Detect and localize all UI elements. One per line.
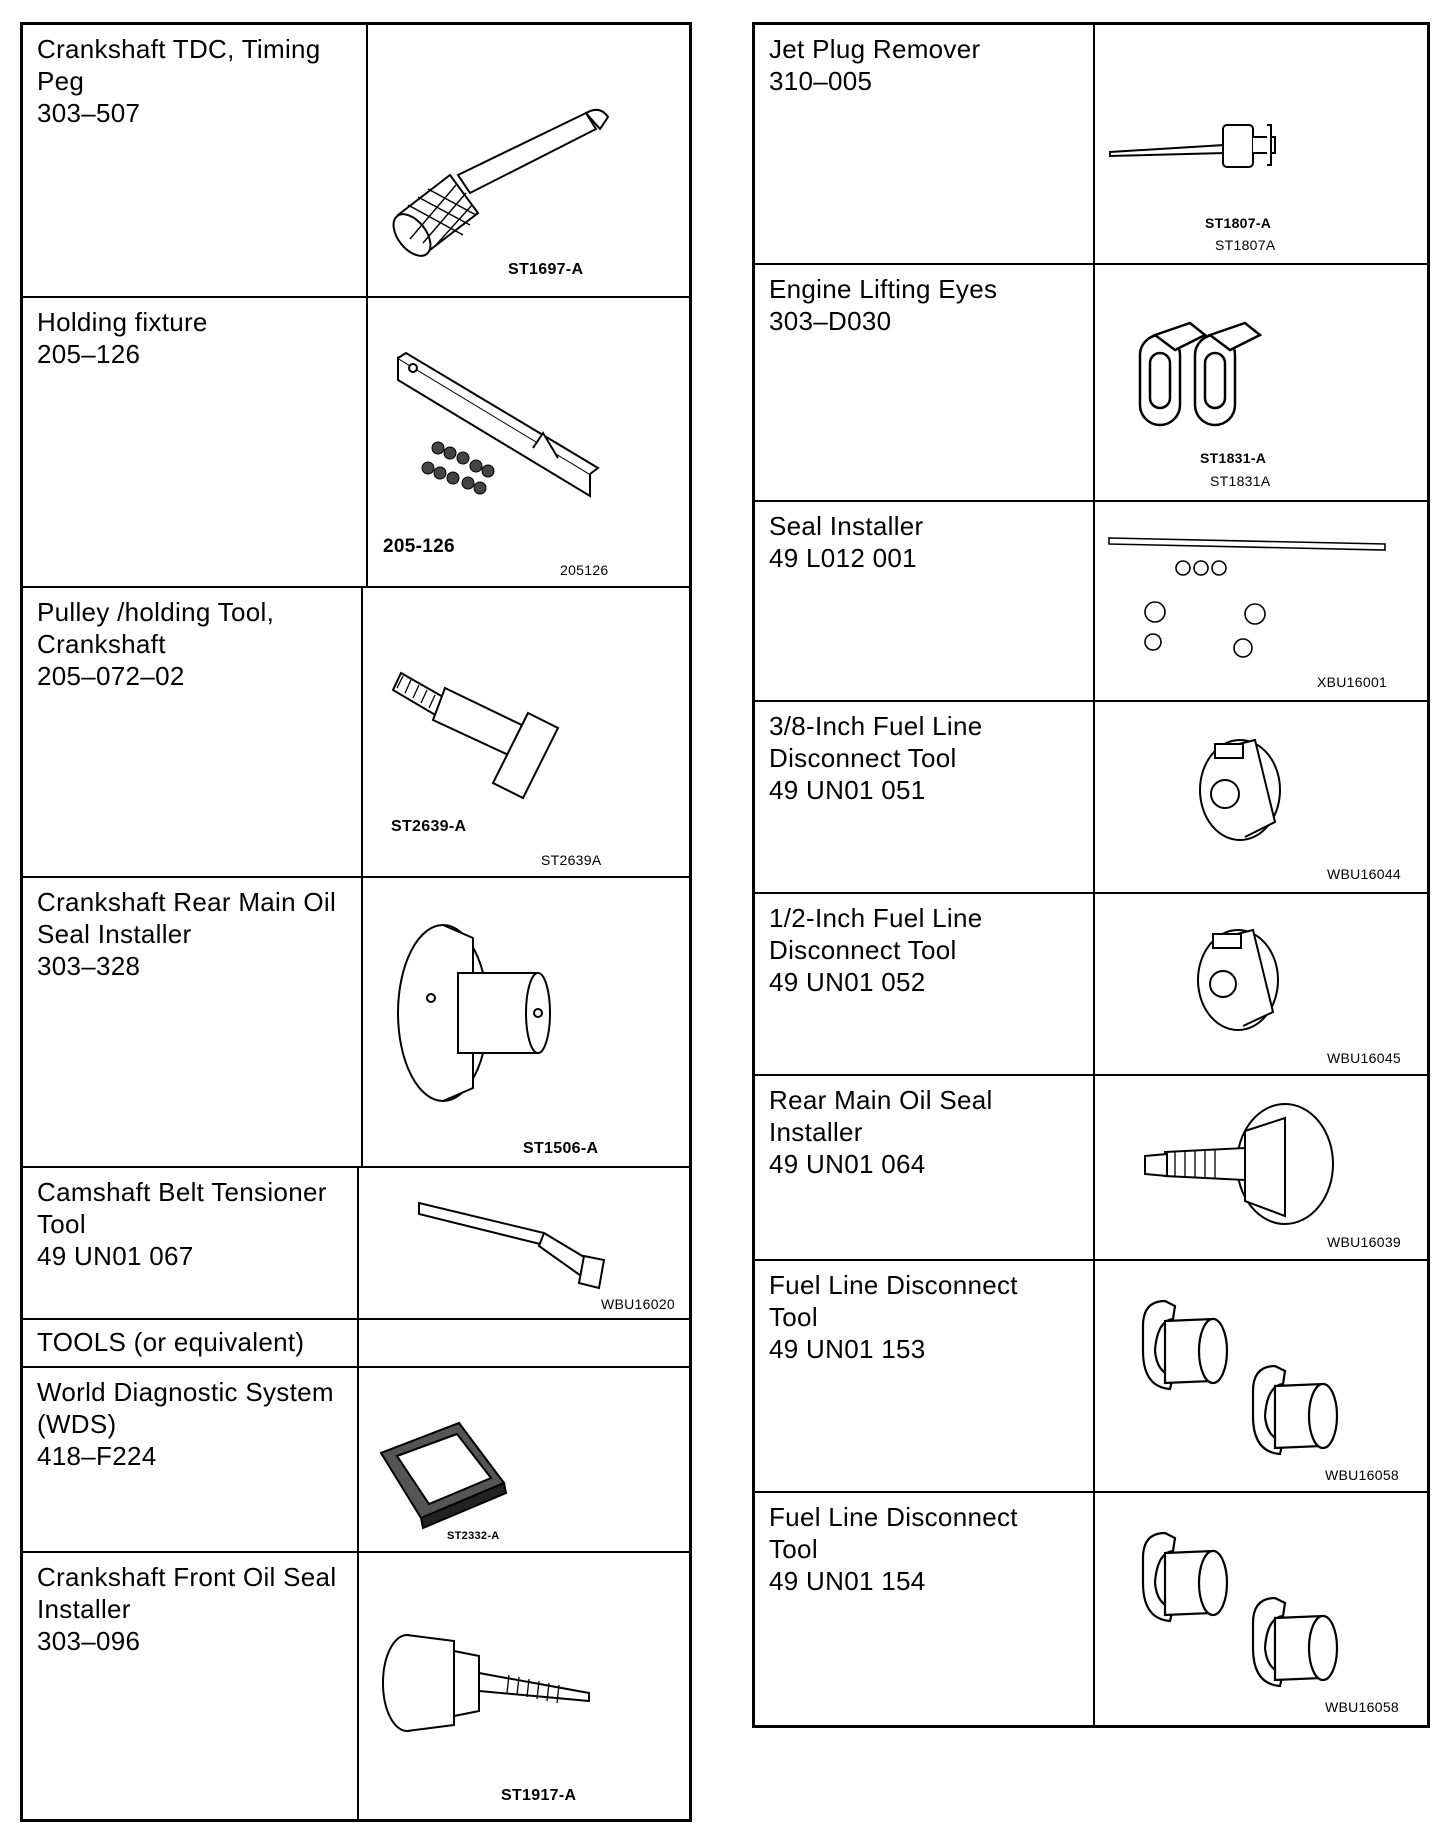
tool-title: 3/8-Inch Fuel Line Disconnect Tool	[769, 711, 983, 773]
tool-title: Jet Plug Remover	[769, 34, 981, 64]
tool-row-crankshaft-front-oil-seal-installer	[23, 1553, 689, 1819]
tool-title: Crankshaft Rear Main Oil Seal Installer	[37, 887, 337, 949]
tool-row-world-diagnostic-system	[23, 1368, 689, 1553]
tool-description	[23, 298, 368, 586]
fuel-line-tool-3-8-drawing	[1095, 702, 1429, 892]
tool-illustration	[1095, 1076, 1427, 1259]
tool-title: World Diagnostic System (WDS)	[37, 1377, 334, 1439]
tool-illustration	[1095, 502, 1427, 700]
tool-title: Fuel Line Disconnect Tool	[769, 1502, 1018, 1564]
tool-title: Crankshaft TDC, Timing Peg	[37, 34, 321, 96]
tool-row-fuel-line-disconnect-tool-154	[755, 1493, 1427, 1725]
tool-number: 310–005	[769, 66, 873, 96]
tool-illustration	[359, 1168, 689, 1318]
tool-description	[23, 878, 363, 1166]
tool-reference: WBU16058	[1325, 1467, 1399, 1483]
tools-heading-cell	[23, 1320, 359, 1366]
tool-illustration	[1095, 1261, 1427, 1491]
tool-title: Pulley /holding Tool, Crankshaft	[37, 597, 275, 659]
tool-row-crankshaft-tdc-timing-peg	[23, 25, 689, 298]
tool-caption: 205-126	[383, 536, 455, 557]
tool-caption: ST1831-A	[1200, 450, 1267, 466]
tool-row-seal-installer	[755, 502, 1427, 702]
tool-row-holding-fixture	[23, 298, 689, 588]
tool-description	[23, 588, 363, 876]
tool-description	[23, 1168, 359, 1318]
tool-number: 49 L012 001	[769, 543, 917, 573]
tool-illustration	[368, 25, 689, 296]
tool-row-rear-main-oil-seal-installer	[23, 878, 689, 1168]
tool-illustration	[363, 588, 689, 876]
tool-number: 303–D030	[769, 306, 892, 336]
tool-row-3-8-inch-fuel-line-disconnect-tool	[755, 702, 1427, 894]
tool-reference: WBU16044	[1327, 866, 1401, 882]
tools-heading: TOOLS (or equivalent)	[37, 1327, 305, 1357]
tool-caption: ST1697-A	[508, 261, 584, 278]
tool-row-fuel-line-disconnect-tool-153	[755, 1261, 1427, 1493]
tool-row-1-2-inch-fuel-line-disconnect-tool	[755, 894, 1427, 1076]
tool-reference: WBU16058	[1325, 1699, 1399, 1715]
tool-title: 1/2-Inch Fuel Line Disconnect Tool	[769, 903, 983, 965]
tool-number: 303–507	[37, 98, 141, 128]
tool-title: Seal Installer	[769, 511, 924, 541]
tool-title: Engine Lifting Eyes	[769, 274, 998, 304]
fuel-line-tool-1-2-drawing	[1095, 894, 1429, 1074]
tool-row-engine-lifting-eyes	[755, 265, 1427, 502]
tool-description	[755, 25, 1095, 263]
tool-illustration	[368, 298, 689, 586]
tool-number: 49 UN01 064	[769, 1149, 926, 1179]
tool-number: 49 UN01 052	[769, 967, 926, 997]
tool-caption: ST1506-A	[523, 1140, 599, 1157]
tool-title: Rear Main Oil Seal Installer	[769, 1085, 993, 1147]
tool-number: 49 UN01 154	[769, 1566, 926, 1596]
tool-number: 418–F224	[37, 1441, 157, 1471]
tool-description	[23, 1368, 359, 1551]
tool-description	[755, 502, 1095, 700]
left-tool-table	[20, 22, 692, 1822]
tool-description	[755, 1261, 1095, 1491]
tool-illustration	[359, 1368, 689, 1551]
fuel-line-tool-154-drawing	[1095, 1493, 1429, 1723]
tool-number: 49 UN01 051	[769, 775, 926, 805]
tool-row-rear-main-oil-seal-installer-mazda	[755, 1076, 1427, 1261]
tool-description	[755, 702, 1095, 892]
tool-caption: ST2332-A	[447, 1530, 500, 1542]
right-tool-table	[752, 22, 1430, 1728]
tool-description	[755, 1076, 1095, 1259]
tool-row-jet-plug-remover	[755, 25, 1427, 265]
tool-number: 49 UN01 067	[37, 1241, 194, 1271]
tool-reference: ST1831A	[1210, 473, 1271, 489]
tool-number: 205–072–02	[37, 661, 185, 691]
seal-installer-drawing	[363, 878, 683, 1166]
tool-number: 205–126	[37, 339, 141, 369]
tool-reference: ST2639A	[541, 852, 602, 868]
tool-description	[755, 1493, 1095, 1725]
tool-description	[755, 894, 1095, 1074]
tool-description	[23, 1553, 359, 1819]
tool-reference: WBU16045	[1327, 1050, 1401, 1066]
tool-illustration	[1095, 1493, 1427, 1725]
tool-title: Camshaft Belt Tensioner Tool	[37, 1177, 327, 1239]
tool-row-pulley-holding-tool	[23, 588, 689, 878]
tool-title: Fuel Line Disconnect Tool	[769, 1270, 1018, 1332]
tool-number: 303–328	[37, 951, 141, 981]
front-seal-installer-drawing	[359, 1553, 689, 1817]
tool-illustration	[1095, 25, 1427, 263]
tool-reference: XBU16001	[1317, 674, 1388, 690]
tool-caption: ST1917-A	[501, 1787, 577, 1804]
tool-number: 49 UN01 153	[769, 1334, 926, 1364]
tool-description	[23, 25, 368, 296]
tool-title: Crankshaft Front Oil Seal Installer	[37, 1562, 337, 1624]
tool-description	[755, 265, 1095, 500]
tool-reference: 205126	[560, 562, 609, 578]
tool-illustration	[1095, 265, 1427, 500]
tool-illustration	[359, 1553, 689, 1819]
tool-illustration	[1095, 702, 1427, 892]
empty-cell	[359, 1320, 689, 1366]
tool-number: 303–096	[37, 1626, 141, 1656]
timing-peg-drawing	[368, 25, 688, 295]
wds-device-drawing	[359, 1368, 689, 1551]
tool-reference: WBU16020	[601, 1296, 675, 1312]
tool-title: Holding fixture	[37, 307, 208, 337]
fuel-line-tool-153-drawing	[1095, 1261, 1429, 1491]
tools-heading-row	[23, 1320, 689, 1368]
seal-installer-kit-drawing	[1095, 502, 1429, 700]
tool-illustration	[1095, 894, 1427, 1074]
tool-illustration	[363, 878, 689, 1166]
tool-reference: ST1807A	[1215, 237, 1276, 253]
rear-main-seal-installer-drawing	[1095, 1076, 1429, 1259]
tool-caption: ST1807-A	[1205, 215, 1272, 231]
tool-row-camshaft-belt-tensioner-tool	[23, 1168, 689, 1320]
tool-caption: ST2639-A	[391, 818, 467, 835]
tool-reference: WBU16039	[1327, 1234, 1401, 1250]
